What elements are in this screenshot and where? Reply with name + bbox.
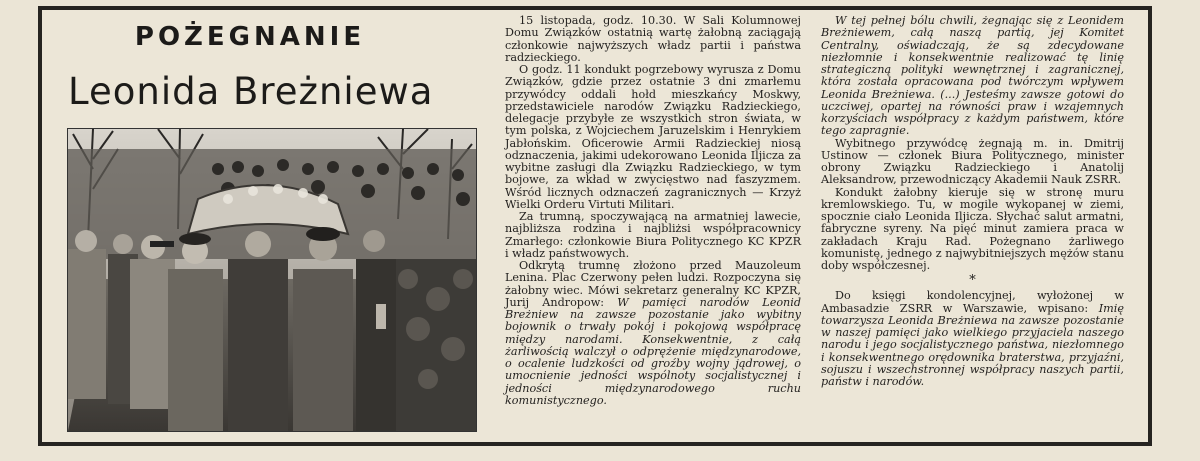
quote-condolence-book: Imię towarzysza Leonida Breżniewa na zawsze pozostanie w naszej pamięci jako wielkiego przyjaciela naszego narodu i jego socjalistycznego państwa, niezłomnego i konsekwentnego orędownika braterstwa, przyjaźni, sojuszu i wszechstronnej współpracy naszych partii, państw i narodów. [821, 301, 1124, 388]
text-column-2 [821, 15, 1124, 388]
paragraph: Kondukt żałobny kieruje się w stronę muru kremlowskiego. Tu, w mogile wykopanej w ziemi, spocznie ciało Leonida Iljicza. Słychać salut armatni, fabryczne syreny. Na pięć minut zamiera praca w zakładach Kraju Rad. Pożegnano żarliwego komunistę, jednego z najwybitniejszych mężów stanu doby współczesnej. [821, 185, 1124, 272]
paragraph [505, 260, 801, 407]
section-separator: * [969, 273, 976, 289]
text-column-1 [505, 15, 801, 407]
paragraph-text: Do księgi kondolencyjnej, wyłożonej w Ambasadzie ZSRR w Warszawie, wpisano: [821, 289, 1124, 315]
article-headline: Leonida Breżniewa [68, 70, 434, 113]
paragraph: O godz. 11 kondukt pogrzebowy wyrusza z Domu Związków, gdzie przez ostatnie 3 dni zmarłemu przywódcy oddali hołd mieszkańcy Moskwy, przedstawiciele narodów Związku Radzieckiego, delegacje przybyłe ze wszystkich stron świata, w tym polska, z Wojciechem Jaruzelskim i Henrykiem Jabłońskim. Oficerowie Armii Radzieckiej niosą odznaczenia, jakimi udekorowano Leonida Iljicza za wybitne zasługi dla Związku Radzieckiego, w tym bojowe, za wkład w zwycięstwo nad faszyzmem. Wśród licznych odznaczeń zagranicznych — Krzyż Wielki Orderu Virtuti Militari. [505, 63, 801, 211]
quote-andropov: W pamięci narodów Leonid Breżniew na zawsze pozostanie jako wybitny bojownik o trwały pokój i pokojową współpracę między narodami. Konsekwentnie, z całą żarliwością walczył o odprężenie międzynarodowe, o ocalenie ludzkości od groźby wojny jądrowej, o umocnienie jedności wspólnoty socjalistycznej i jedności międzynarodowego ruchu komunistycznego. [505, 295, 801, 407]
article-kicker: POŻEGNANIE [134, 22, 366, 52]
quote-central-committee: W tej pełnej bólu chwili, żegnając się z Leonidem Breżniewem, całą naszą partią, jej Komitet Centralny, oświadczają, że są zdecydowane niezłomnie i konsekwentnie realizować tę linię strategiczną polityki wewnętrznej i zagranicznej, która została opracowana pod twórczym wpływem Leonida Breżniewa. (...) Jesteśmy zawsze gotowi do uczciwej, opartej na równości praw i wzajemnych korzyściach współpracy z każdym państwem, które tego zapragnie. [821, 14, 1124, 138]
funeral-procession-photo [67, 128, 477, 432]
paragraph [821, 290, 1124, 388]
paragraph-text: Odkrytą trumnę złożono przed Mauzoleum Lenina. Plac Czerwony pełen ludzi. Rozpoczyna się żałobny wiec. Mówi sekretarz generalny KC KPZR, Jurij Andropow: [505, 259, 801, 309]
paragraph: Wybitnego przywódcę żegnają m. in. Dmitrij Ustinow — członek Biura Politycznego, minister obrony Związku Radzieckiego i Anatolij Aleksandrow, przewodniczący Akademii Nauk ZSRR. [821, 136, 1124, 187]
paragraph: 15 listopada, godz. 10.30. W Sali Kolumnowej Domu Związków ostatnią wartę żałobną zaciągają członkowie najwyższych władz partii i państwa radzieckiego. [505, 14, 801, 64]
paragraph: Za trumną, spoczywającą na armatniej lawecie, najbliższa rodzina i najbliżsi współpracownicy Zmarłego: członkowie Biura Politycznego KC KPZR i władz państwowych. [505, 210, 801, 260]
